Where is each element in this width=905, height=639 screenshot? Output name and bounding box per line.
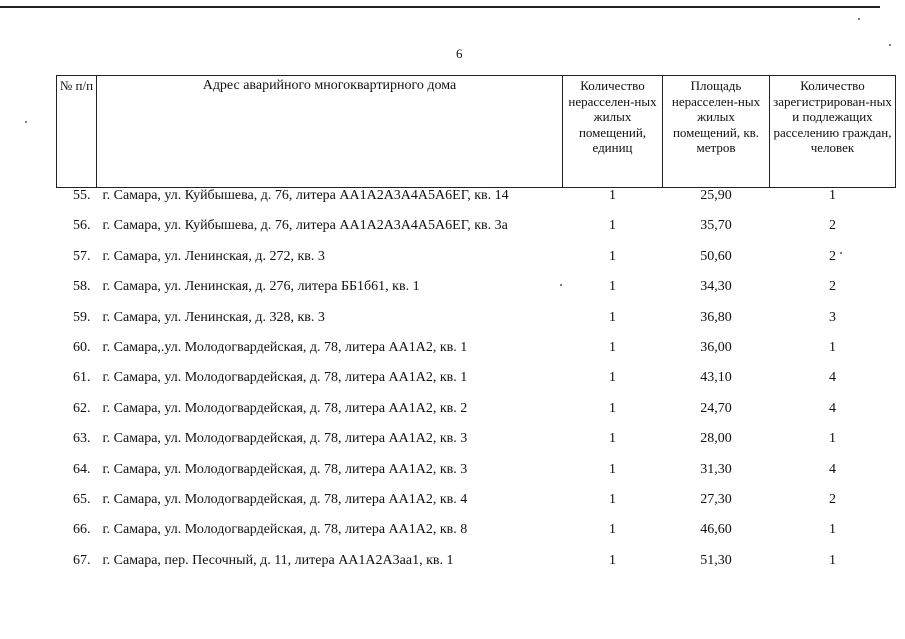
- row-area: 31,30: [700, 461, 732, 477]
- table-row: [57, 188, 896, 219]
- table-row: [57, 522, 896, 552]
- row-area: 27,30: [700, 491, 732, 507]
- row-num: 66.: [73, 522, 91, 538]
- table-row: [57, 401, 896, 431]
- row-address: г. Самара, ул. Куйбышева, д. 76, литера АА1А2А3А4А5А6ЕГ, кв. 3а: [102, 218, 508, 234]
- header-count: Количество нерасселен-ных жилых помещений, единиц: [563, 76, 663, 188]
- row-people: 3: [829, 309, 836, 325]
- row-people: 4: [829, 400, 836, 416]
- row-count: 1: [609, 461, 616, 477]
- row-area: 51,30: [700, 552, 732, 568]
- row-count: 1: [609, 248, 616, 264]
- row-count: 1: [609, 309, 616, 325]
- row-num: 57.: [73, 248, 91, 264]
- row-address: г. Самара, ул. Куйбышева, д. 76, литера АА1А2А3А4А5А6ЕГ, кв. 14: [102, 188, 509, 203]
- row-people: 4: [829, 461, 836, 477]
- table-row: [57, 249, 896, 279]
- row-area: 46,60: [700, 522, 732, 538]
- table-row: [57, 279, 896, 309]
- header-address: Адрес аварийного многоквартирного дома: [97, 76, 563, 188]
- row-address: г. Самара, ул. Молодогвардейская, д. 78, литера АА1А2, кв. 1: [102, 370, 468, 386]
- table-header-row: [57, 76, 896, 188]
- page-number: 6: [456, 46, 463, 61]
- row-people: 1: [829, 552, 836, 568]
- row-count: 1: [609, 400, 616, 416]
- row-people: 4: [829, 370, 836, 386]
- scan-speck: [858, 18, 860, 20]
- row-people: 2: [829, 491, 836, 507]
- row-count: 1: [609, 552, 616, 568]
- table-row: [57, 340, 896, 370]
- row-num: 64.: [73, 461, 91, 477]
- row-count: 1: [609, 218, 616, 234]
- row-area: 50,60: [700, 248, 732, 264]
- table-row: [57, 492, 896, 522]
- table-row: [57, 431, 896, 461]
- row-people: 1: [829, 522, 836, 538]
- row-address: г. Самара, ул. Молодогвардейская, д. 78, литера АА1А2, кв. 8: [102, 522, 468, 538]
- row-num: 61.: [73, 370, 91, 386]
- row-address: г. Самара, ул. Ленинская, д. 328, кв. 3: [102, 309, 325, 325]
- row-count: 1: [609, 279, 616, 295]
- row-people: 2: [829, 279, 836, 295]
- row-area: 36,80: [700, 309, 732, 325]
- row-num: 63.: [73, 431, 91, 447]
- row-area: 43,10: [700, 370, 732, 386]
- row-count: 1: [609, 370, 616, 386]
- table-row: [57, 310, 896, 340]
- header-area: Площадь нерасселен-ных жилых помещений, кв. метров: [663, 76, 770, 188]
- row-num: 59.: [73, 309, 91, 325]
- row-people: 1: [829, 188, 836, 203]
- row-num: 60.: [73, 339, 91, 355]
- table-row: [57, 553, 896, 583]
- emergency-housing-table: [56, 75, 896, 583]
- row-address: г. Самара, ул. Ленинская, д. 272, кв. 3: [102, 248, 325, 264]
- row-area: 36,00: [700, 339, 732, 355]
- row-num: 62.: [73, 400, 91, 416]
- header-num: № п/п: [57, 76, 97, 188]
- row-count: 1: [609, 491, 616, 507]
- row-count: 1: [609, 431, 616, 447]
- row-address: г. Самара, пер. Песочный, д. 11, литера АА1А2А3аа1, кв. 1: [102, 552, 454, 568]
- row-address: г. Самара, ул. Молодогвардейская, д. 78, литера АА1А2, кв. 4: [102, 491, 468, 507]
- row-area: 35,70: [700, 218, 732, 234]
- row-count: 1: [609, 188, 616, 203]
- scan-speck: [25, 121, 27, 123]
- row-num: 58.: [73, 279, 91, 295]
- row-num: 56.: [73, 218, 91, 234]
- row-area: 25,90: [700, 188, 732, 203]
- top-rule: [0, 6, 880, 8]
- row-num: 55.: [73, 188, 91, 203]
- row-address: г. Самара, ул. Молодогвардейская, д. 78, литера АА1А2, кв. 2: [102, 400, 468, 416]
- row-address: г. Самара, ул. Молодогвардейская, д. 78, литера АА1А2, кв. 3: [102, 431, 468, 447]
- row-address: г. Самара, ул. Молодогвардейская, д. 78, литера АА1А2, кв. 3: [102, 461, 468, 477]
- row-area: 24,70: [700, 400, 732, 416]
- row-area: 28,00: [700, 431, 732, 447]
- row-people: 2: [829, 248, 836, 264]
- scan-speck: [889, 44, 891, 46]
- header-people: Количество зарегистрирован-ных и подлежащих расселению граждан, человек: [770, 76, 896, 188]
- row-num: 65.: [73, 491, 91, 507]
- row-count: 1: [609, 339, 616, 355]
- table-row: [57, 370, 896, 400]
- table-row: [57, 462, 896, 492]
- row-address: г. Самара,.ул. Молодогвардейская, д. 78, литера АА1А2, кв. 1: [102, 339, 468, 355]
- row-people: 1: [829, 431, 836, 447]
- row-count: 1: [609, 522, 616, 538]
- row-area: 34,30: [700, 279, 732, 295]
- row-num: 67.: [73, 552, 91, 568]
- row-address: г. Самара, ул. Ленинская, д. 276, литера ББ1б61, кв. 1: [102, 279, 420, 295]
- row-people: 2: [829, 218, 836, 234]
- table-row: [57, 218, 896, 248]
- row-people: 1: [829, 339, 836, 355]
